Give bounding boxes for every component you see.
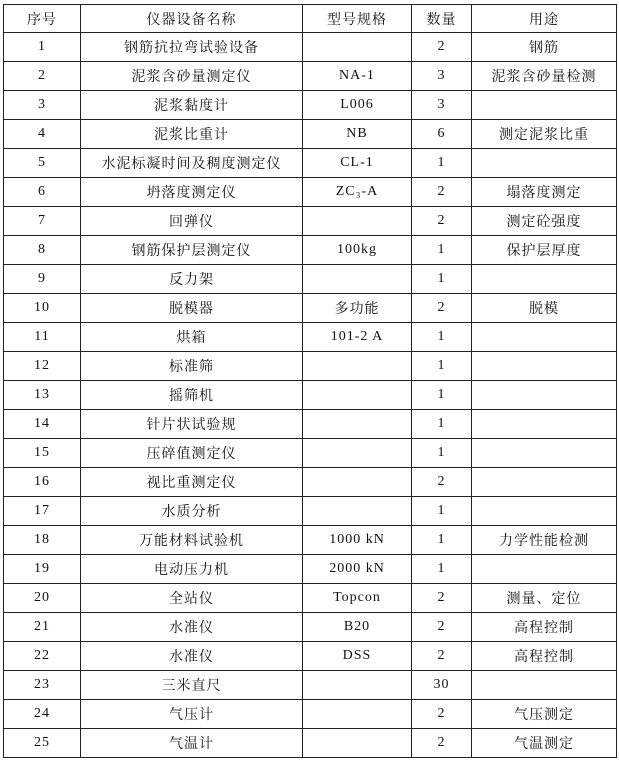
table-body bbox=[4, 33, 617, 758]
cell-no: 25 bbox=[4, 729, 81, 758]
cell-no: 18 bbox=[4, 526, 81, 555]
cell-no: 9 bbox=[4, 265, 81, 294]
cell-name: 三米直尺 bbox=[81, 671, 303, 700]
cell-no: 3 bbox=[4, 91, 81, 120]
cell-use: 钢筋 bbox=[472, 33, 617, 62]
cell-name: 压碎值测定仪 bbox=[81, 439, 303, 468]
header-qty: 数量 bbox=[412, 5, 472, 33]
cell-model bbox=[303, 352, 412, 381]
cell-qty: 1 bbox=[412, 265, 472, 294]
table-row bbox=[4, 236, 617, 265]
cell-no: 7 bbox=[4, 207, 81, 236]
table-row bbox=[4, 642, 617, 671]
table-row bbox=[4, 178, 617, 207]
header-model: 型号规格 bbox=[303, 5, 412, 33]
cell-qty: 3 bbox=[412, 91, 472, 120]
cell-no: 14 bbox=[4, 410, 81, 439]
cell-qty: 1 bbox=[412, 149, 472, 178]
cell-no: 17 bbox=[4, 497, 81, 526]
cell-qty: 1 bbox=[412, 555, 472, 584]
cell-model: DSS bbox=[303, 642, 412, 671]
cell-name: 烘箱 bbox=[81, 323, 303, 352]
cell-use: 测定砼强度 bbox=[472, 207, 617, 236]
table-row bbox=[4, 497, 617, 526]
cell-use bbox=[472, 468, 617, 497]
cell-qty: 1 bbox=[412, 526, 472, 555]
cell-name: 脱模器 bbox=[81, 294, 303, 323]
cell-qty: 2 bbox=[412, 33, 472, 62]
cell-name: 水质分析 bbox=[81, 497, 303, 526]
table-row bbox=[4, 381, 617, 410]
cell-qty: 1 bbox=[412, 410, 472, 439]
cell-model: B20 bbox=[303, 613, 412, 642]
cell-model: 100kg bbox=[303, 236, 412, 265]
table-row bbox=[4, 91, 617, 120]
cell-model bbox=[303, 468, 412, 497]
cell-name: 气温计 bbox=[81, 729, 303, 758]
cell-qty: 2 bbox=[412, 207, 472, 236]
table-row bbox=[4, 526, 617, 555]
cell-no: 6 bbox=[4, 178, 81, 207]
cell-no: 5 bbox=[4, 149, 81, 178]
table-row bbox=[4, 120, 617, 149]
cell-name: 万能材料试验机 bbox=[81, 526, 303, 555]
cell-qty: 2 bbox=[412, 729, 472, 758]
cell-name: 水准仪 bbox=[81, 613, 303, 642]
cell-qty: 2 bbox=[412, 468, 472, 497]
cell-use bbox=[472, 91, 617, 120]
cell-qty: 1 bbox=[412, 439, 472, 468]
cell-name: 针片状试验规 bbox=[81, 410, 303, 439]
cell-name: 全站仪 bbox=[81, 584, 303, 613]
cell-use bbox=[472, 381, 617, 410]
table-row bbox=[4, 62, 617, 91]
cell-name: 气压计 bbox=[81, 700, 303, 729]
cell-qty: 2 bbox=[412, 700, 472, 729]
cell-model: 101-2 A bbox=[303, 323, 412, 352]
cell-name: 电动压力机 bbox=[81, 555, 303, 584]
cell-name: 摇筛机 bbox=[81, 381, 303, 410]
table-row bbox=[4, 323, 617, 352]
cell-no: 23 bbox=[4, 671, 81, 700]
cell-name: 水泥标凝时间及稠度测定仪 bbox=[81, 149, 303, 178]
cell-use: 脱模 bbox=[472, 294, 617, 323]
cell-qty: 1 bbox=[412, 323, 472, 352]
cell-no: 15 bbox=[4, 439, 81, 468]
table-row bbox=[4, 352, 617, 381]
cell-qty: 1 bbox=[412, 352, 472, 381]
table-row bbox=[4, 33, 617, 62]
cell-use bbox=[472, 671, 617, 700]
cell-model bbox=[303, 497, 412, 526]
cell-use: 气压测定 bbox=[472, 700, 617, 729]
table-row bbox=[4, 468, 617, 497]
cell-no: 21 bbox=[4, 613, 81, 642]
cell-model: CL-1 bbox=[303, 149, 412, 178]
table-row bbox=[4, 410, 617, 439]
cell-no: 16 bbox=[4, 468, 81, 497]
cell-model bbox=[303, 207, 412, 236]
table-row bbox=[4, 294, 617, 323]
cell-qty: 2 bbox=[412, 294, 472, 323]
cell-model: NA-1 bbox=[303, 62, 412, 91]
cell-qty: 2 bbox=[412, 613, 472, 642]
cell-use bbox=[472, 352, 617, 381]
cell-model: 2000 kN bbox=[303, 555, 412, 584]
table-row bbox=[4, 207, 617, 236]
cell-qty: 1 bbox=[412, 236, 472, 265]
cell-no: 24 bbox=[4, 700, 81, 729]
cell-model: Topcon bbox=[303, 584, 412, 613]
cell-use bbox=[472, 265, 617, 294]
cell-name: 泥浆比重计 bbox=[81, 120, 303, 149]
cell-no: 8 bbox=[4, 236, 81, 265]
table-row bbox=[4, 729, 617, 758]
cell-no: 20 bbox=[4, 584, 81, 613]
cell-no: 22 bbox=[4, 642, 81, 671]
cell-name: 标准筛 bbox=[81, 352, 303, 381]
cell-model: L006 bbox=[303, 91, 412, 120]
cell-name: 泥浆黏度计 bbox=[81, 91, 303, 120]
cell-model: 多功能 bbox=[303, 294, 412, 323]
table-row bbox=[4, 265, 617, 294]
cell-use bbox=[472, 149, 617, 178]
cell-model bbox=[303, 671, 412, 700]
equipment-table bbox=[3, 4, 617, 758]
cell-no: 1 bbox=[4, 33, 81, 62]
cell-name: 泥浆含砂量测定仪 bbox=[81, 62, 303, 91]
cell-use: 保护层厚度 bbox=[472, 236, 617, 265]
cell-no: 4 bbox=[4, 120, 81, 149]
cell-name: 坍落度测定仪 bbox=[81, 178, 303, 207]
header-use: 用途 bbox=[472, 5, 617, 33]
table-row bbox=[4, 439, 617, 468]
cell-use: 塌落度测定 bbox=[472, 178, 617, 207]
table-row bbox=[4, 555, 617, 584]
cell-use: 高程控制 bbox=[472, 613, 617, 642]
cell-model bbox=[303, 265, 412, 294]
cell-no: 11 bbox=[4, 323, 81, 352]
header-no: 序号 bbox=[4, 5, 81, 33]
cell-no: 19 bbox=[4, 555, 81, 584]
cell-use: 测定泥浆比重 bbox=[472, 120, 617, 149]
table-row bbox=[4, 584, 617, 613]
cell-qty: 2 bbox=[412, 584, 472, 613]
cell-qty: 3 bbox=[412, 62, 472, 91]
cell-no: 2 bbox=[4, 62, 81, 91]
cell-qty: 1 bbox=[412, 497, 472, 526]
cell-qty: 6 bbox=[412, 120, 472, 149]
cell-use: 泥浆含砂量检测 bbox=[472, 62, 617, 91]
cell-name: 反力架 bbox=[81, 265, 303, 294]
cell-use bbox=[472, 497, 617, 526]
header-row bbox=[4, 5, 617, 33]
cell-no: 10 bbox=[4, 294, 81, 323]
cell-qty: 2 bbox=[412, 178, 472, 207]
cell-no: 12 bbox=[4, 352, 81, 381]
cell-qty: 2 bbox=[412, 642, 472, 671]
cell-use: 气温测定 bbox=[472, 729, 617, 758]
table-row bbox=[4, 671, 617, 700]
cell-model: ZC₃-A bbox=[303, 178, 412, 207]
cell-use: 高程控制 bbox=[472, 642, 617, 671]
cell-model bbox=[303, 439, 412, 468]
table-row bbox=[4, 149, 617, 178]
cell-model bbox=[303, 729, 412, 758]
cell-model: NB bbox=[303, 120, 412, 149]
cell-model bbox=[303, 381, 412, 410]
cell-no: 13 bbox=[4, 381, 81, 410]
cell-name: 视比重测定仪 bbox=[81, 468, 303, 497]
header-name: 仪器设备名称 bbox=[81, 5, 303, 33]
cell-name: 水准仪 bbox=[81, 642, 303, 671]
cell-model bbox=[303, 410, 412, 439]
cell-use bbox=[472, 323, 617, 352]
cell-use: 测量、定位 bbox=[472, 584, 617, 613]
cell-name: 钢筋抗拉弯试验设备 bbox=[81, 33, 303, 62]
table-row bbox=[4, 613, 617, 642]
cell-model bbox=[303, 33, 412, 62]
cell-model: 1000 kN bbox=[303, 526, 412, 555]
cell-use: 力学性能检测 bbox=[472, 526, 617, 555]
cell-qty: 30 bbox=[412, 671, 472, 700]
cell-use bbox=[472, 439, 617, 468]
table-row bbox=[4, 700, 617, 729]
cell-qty: 1 bbox=[412, 381, 472, 410]
cell-name: 回弹仪 bbox=[81, 207, 303, 236]
cell-name: 钢筋保护层测定仪 bbox=[81, 236, 303, 265]
cell-use bbox=[472, 555, 617, 584]
cell-use bbox=[472, 410, 617, 439]
cell-model bbox=[303, 700, 412, 729]
